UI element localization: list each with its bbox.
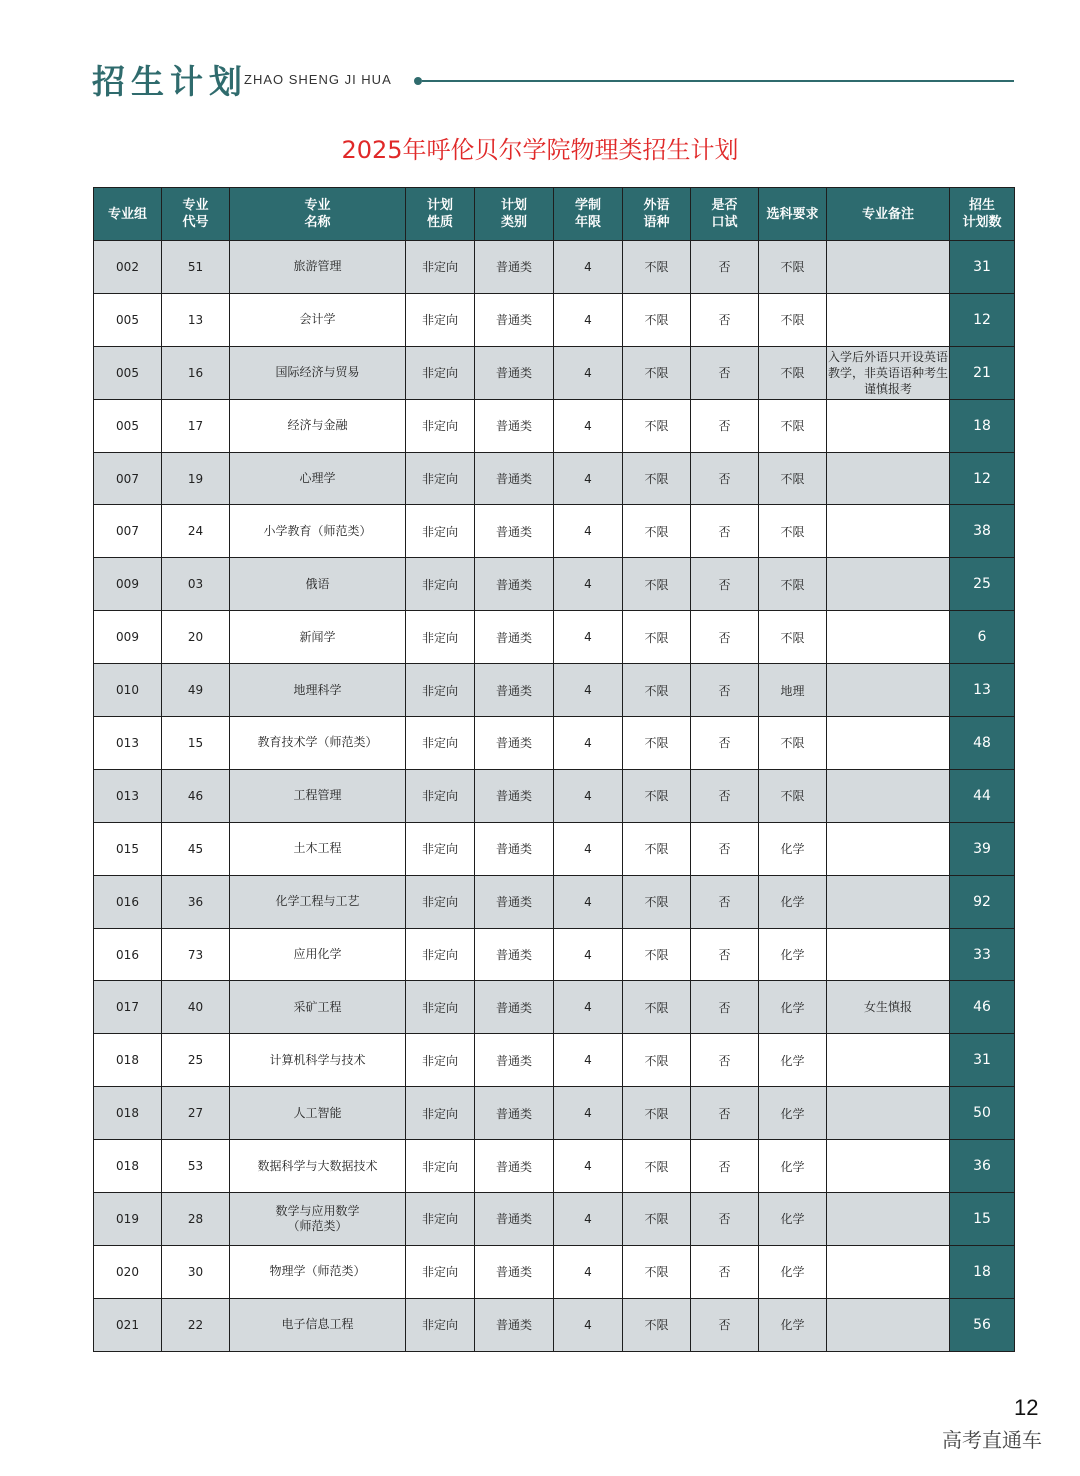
table-row [94,769,1015,822]
cell-category: 普通类 [475,558,554,611]
column-header-category: 计划 类别 [475,188,554,241]
cell-category: 普通类 [475,822,554,875]
cell-code: 28 [162,1193,230,1246]
cell-years: 4 [554,293,623,346]
cell-group: 015 [94,822,162,875]
cell-group: 018 [94,1140,162,1193]
cell-subject: 不限 [759,558,827,611]
table-row [94,611,1015,664]
cell-group: 019 [94,1193,162,1246]
cell-group: 007 [94,452,162,505]
table-row [94,505,1015,558]
table-row [94,293,1015,346]
cell-nature: 非定向 [406,1193,475,1246]
cell-subject: 不限 [759,241,827,294]
cell-oral: 否 [691,1193,759,1246]
column-header-count: 招生 计划数 [950,188,1015,241]
cell-oral: 否 [691,717,759,770]
cell-name: 经济与金融 [230,399,406,452]
cell-code: 49 [162,664,230,717]
cell-name: 工程管理 [230,769,406,822]
cell-oral: 否 [691,241,759,294]
cell-group: 013 [94,769,162,822]
cell-nature: 非定向 [406,558,475,611]
cell-language: 不限 [623,293,691,346]
cell-language: 不限 [623,1140,691,1193]
cell-code: 16 [162,346,230,399]
cell-group: 009 [94,611,162,664]
table-row [94,981,1015,1034]
cell-subject: 化学 [759,928,827,981]
cell-note [827,241,950,294]
cell-note [827,293,950,346]
cell-count: 21 [950,346,1015,399]
cell-count: 6 [950,611,1015,664]
cell-code: 45 [162,822,230,875]
cell-code: 27 [162,1087,230,1140]
cell-code: 19 [162,452,230,505]
cell-category: 普通类 [475,293,554,346]
cell-years: 4 [554,1087,623,1140]
cell-oral: 否 [691,1245,759,1298]
cell-group: 002 [94,241,162,294]
cell-note [827,928,950,981]
document-title: 2025年呼伦贝尔学院物理类招生计划 [341,136,739,164]
cell-nature: 非定向 [406,1140,475,1193]
cell-language: 不限 [623,346,691,399]
cell-years: 4 [554,822,623,875]
column-header-subject: 选科要求 [759,188,827,241]
cell-category: 普通类 [475,1087,554,1140]
cell-note [827,452,950,505]
table-row [94,558,1015,611]
cell-note: 女生慎报 [827,981,950,1034]
table-row [94,1245,1015,1298]
cell-name: 旅游管理 [230,241,406,294]
section-subtitle: ZHAO SHENG JI HUA [244,72,392,87]
cell-name: 人工智能 [230,1087,406,1140]
section-title: 招生计划 [92,62,248,101]
cell-group: 005 [94,293,162,346]
cell-subject: 化学 [759,981,827,1034]
cell-count: 46 [950,981,1015,1034]
cell-note [827,822,950,875]
cell-count: 15 [950,1193,1015,1246]
cell-group: 005 [94,346,162,399]
cell-name: 数据科学与大数据技术 [230,1140,406,1193]
table-row [94,1298,1015,1351]
cell-language: 不限 [623,1298,691,1351]
cell-category: 普通类 [475,717,554,770]
cell-group: 016 [94,875,162,928]
table-row [94,241,1015,294]
page-number: 12 [1014,1395,1039,1420]
cell-code: 25 [162,1034,230,1087]
table-body [94,241,1015,1352]
cell-code: 24 [162,505,230,558]
cell-note [827,1193,950,1246]
table-row [94,928,1015,981]
cell-name: 俄语 [230,558,406,611]
enrollment-plan-table [93,187,1015,1352]
cell-years: 4 [554,611,623,664]
cell-subject: 不限 [759,293,827,346]
cell-category: 普通类 [475,1245,554,1298]
cell-oral: 否 [691,558,759,611]
table-row [94,452,1015,505]
cell-nature: 非定向 [406,611,475,664]
column-header-note: 专业备注 [827,188,950,241]
cell-note: 入学后外语只开设英语教学，非英语语种考生谨慎报考 [827,346,950,399]
cell-count: 25 [950,558,1015,611]
cell-name: 物理学（师范类） [230,1245,406,1298]
cell-subject: 不限 [759,346,827,399]
table-row [94,822,1015,875]
table-row [94,399,1015,452]
cell-group: 020 [94,1245,162,1298]
cell-category: 普通类 [475,346,554,399]
cell-category: 普通类 [475,505,554,558]
cell-name: 新闻学 [230,611,406,664]
table-header-row [94,188,1015,241]
cell-nature: 非定向 [406,928,475,981]
cell-nature: 非定向 [406,822,475,875]
cell-language: 不限 [623,664,691,717]
cell-group: 016 [94,928,162,981]
cell-category: 普通类 [475,1298,554,1351]
cell-years: 4 [554,452,623,505]
cell-category: 普通类 [475,399,554,452]
cell-oral: 否 [691,1087,759,1140]
cell-years: 4 [554,664,623,717]
cell-nature: 非定向 [406,346,475,399]
cell-note [827,505,950,558]
header-divider [422,80,1014,82]
cell-count: 38 [950,505,1015,558]
cell-nature: 非定向 [406,452,475,505]
cell-code: 15 [162,717,230,770]
table-row [94,1087,1015,1140]
cell-nature: 非定向 [406,293,475,346]
cell-name: 会计学 [230,293,406,346]
cell-nature: 非定向 [406,1245,475,1298]
cell-group: 018 [94,1087,162,1140]
cell-nature: 非定向 [406,875,475,928]
cell-subject: 化学 [759,1245,827,1298]
table-row [94,875,1015,928]
cell-count: 31 [950,241,1015,294]
cell-category: 普通类 [475,1034,554,1087]
cell-name: 国际经济与贸易 [230,346,406,399]
cell-name: 采矿工程 [230,981,406,1034]
column-header-oral: 是否 口试 [691,188,759,241]
cell-oral: 否 [691,346,759,399]
cell-count: 18 [950,399,1015,452]
cell-group: 013 [94,717,162,770]
cell-note [827,1034,950,1087]
cell-note [827,1140,950,1193]
cell-subject: 化学 [759,1034,827,1087]
cell-years: 4 [554,1034,623,1087]
column-header-nature: 计划 性质 [406,188,475,241]
cell-subject: 不限 [759,399,827,452]
watermark-text: 高考直通车 [942,1428,1042,1452]
cell-category: 普通类 [475,1193,554,1246]
cell-count: 13 [950,664,1015,717]
cell-subject: 化学 [759,1087,827,1140]
cell-count: 44 [950,769,1015,822]
cell-name: 电子信息工程 [230,1298,406,1351]
cell-group: 010 [94,664,162,717]
cell-note [827,1087,950,1140]
cell-name: 数学与应用数学 （师范类） [230,1193,406,1246]
cell-group: 007 [94,505,162,558]
cell-language: 不限 [623,558,691,611]
cell-count: 48 [950,717,1015,770]
cell-language: 不限 [623,1087,691,1140]
cell-years: 4 [554,1193,623,1246]
cell-category: 普通类 [475,769,554,822]
cell-years: 4 [554,1140,623,1193]
cell-code: 22 [162,1298,230,1351]
cell-code: 46 [162,769,230,822]
cell-category: 普通类 [475,664,554,717]
cell-code: 17 [162,399,230,452]
column-header-language: 外语 语种 [623,188,691,241]
cell-oral: 否 [691,981,759,1034]
cell-group: 018 [94,1034,162,1087]
cell-oral: 否 [691,1034,759,1087]
cell-category: 普通类 [475,981,554,1034]
cell-years: 4 [554,399,623,452]
cell-name: 小学教育（师范类） [230,505,406,558]
cell-category: 普通类 [475,241,554,294]
cell-note [827,611,950,664]
table-row [94,664,1015,717]
cell-oral: 否 [691,875,759,928]
cell-oral: 否 [691,399,759,452]
cell-subject: 化学 [759,1140,827,1193]
cell-oral: 否 [691,611,759,664]
cell-code: 40 [162,981,230,1034]
cell-category: 普通类 [475,1140,554,1193]
cell-subject: 不限 [759,769,827,822]
cell-group: 017 [94,981,162,1034]
cell-language: 不限 [623,1193,691,1246]
cell-name: 地理科学 [230,664,406,717]
cell-language: 不限 [623,1034,691,1087]
cell-count: 12 [950,452,1015,505]
cell-years: 4 [554,717,623,770]
cell-category: 普通类 [475,928,554,981]
cell-years: 4 [554,981,623,1034]
cell-oral: 否 [691,822,759,875]
cell-oral: 否 [691,664,759,717]
cell-name: 化学工程与工艺 [230,875,406,928]
cell-language: 不限 [623,1245,691,1298]
cell-nature: 非定向 [406,399,475,452]
cell-note [827,399,950,452]
cell-years: 4 [554,875,623,928]
cell-subject: 化学 [759,1298,827,1351]
cell-subject: 地理 [759,664,827,717]
cell-note [827,1245,950,1298]
cell-language: 不限 [623,399,691,452]
cell-code: 51 [162,241,230,294]
table-row [94,1193,1015,1246]
table-row [94,346,1015,399]
cell-category: 普通类 [475,611,554,664]
cell-years: 4 [554,346,623,399]
cell-subject: 化学 [759,822,827,875]
cell-years: 4 [554,241,623,294]
cell-count: 18 [950,1245,1015,1298]
cell-count: 12 [950,293,1015,346]
cell-nature: 非定向 [406,241,475,294]
cell-oral: 否 [691,505,759,558]
cell-years: 4 [554,1245,623,1298]
cell-years: 4 [554,769,623,822]
cell-years: 4 [554,928,623,981]
cell-name: 计算机科学与技术 [230,1034,406,1087]
cell-years: 4 [554,505,623,558]
cell-oral: 否 [691,1140,759,1193]
cell-nature: 非定向 [406,1298,475,1351]
cell-name: 教育技术学（师范类） [230,717,406,770]
cell-subject: 不限 [759,505,827,558]
cell-nature: 非定向 [406,505,475,558]
cell-count: 31 [950,1034,1015,1087]
cell-nature: 非定向 [406,664,475,717]
cell-oral: 否 [691,1298,759,1351]
cell-code: 73 [162,928,230,981]
cell-subject: 不限 [759,717,827,770]
cell-count: 92 [950,875,1015,928]
cell-language: 不限 [623,928,691,981]
cell-name: 应用化学 [230,928,406,981]
cell-nature: 非定向 [406,717,475,770]
cell-count: 50 [950,1087,1015,1140]
cell-name: 心理学 [230,452,406,505]
cell-years: 4 [554,1298,623,1351]
cell-language: 不限 [623,981,691,1034]
cell-subject: 化学 [759,1193,827,1246]
cell-oral: 否 [691,769,759,822]
cell-note [827,717,950,770]
cell-years: 4 [554,558,623,611]
cell-nature: 非定向 [406,769,475,822]
cell-oral: 否 [691,452,759,505]
cell-category: 普通类 [475,875,554,928]
cell-name: 土木工程 [230,822,406,875]
cell-category: 普通类 [475,452,554,505]
cell-language: 不限 [623,875,691,928]
cell-code: 36 [162,875,230,928]
cell-count: 56 [950,1298,1015,1351]
cell-count: 39 [950,822,1015,875]
cell-language: 不限 [623,241,691,294]
column-header-code: 专业 代号 [162,188,230,241]
cell-subject: 不限 [759,452,827,505]
cell-nature: 非定向 [406,1034,475,1087]
cell-nature: 非定向 [406,981,475,1034]
table-row [94,717,1015,770]
cell-count: 33 [950,928,1015,981]
cell-subject: 不限 [759,611,827,664]
cell-code: 03 [162,558,230,611]
cell-nature: 非定向 [406,1087,475,1140]
column-header-group: 专业组 [94,188,162,241]
cell-oral: 否 [691,293,759,346]
cell-language: 不限 [623,452,691,505]
cell-note [827,769,950,822]
cell-code: 20 [162,611,230,664]
cell-note [827,558,950,611]
cell-subject: 化学 [759,875,827,928]
cell-count: 36 [950,1140,1015,1193]
cell-language: 不限 [623,717,691,770]
table-row [94,1140,1015,1193]
cell-language: 不限 [623,769,691,822]
column-header-name: 专业 名称 [230,188,406,241]
cell-code: 30 [162,1245,230,1298]
cell-group: 009 [94,558,162,611]
cell-note [827,664,950,717]
cell-code: 53 [162,1140,230,1193]
table-row [94,1034,1015,1087]
cell-code: 13 [162,293,230,346]
cell-language: 不限 [623,505,691,558]
cell-note [827,1298,950,1351]
cell-language: 不限 [623,822,691,875]
column-header-years: 学制 年限 [554,188,623,241]
cell-language: 不限 [623,611,691,664]
cell-oral: 否 [691,928,759,981]
cell-group: 021 [94,1298,162,1351]
cell-note [827,875,950,928]
cell-group: 005 [94,399,162,452]
header-dot [414,77,422,85]
